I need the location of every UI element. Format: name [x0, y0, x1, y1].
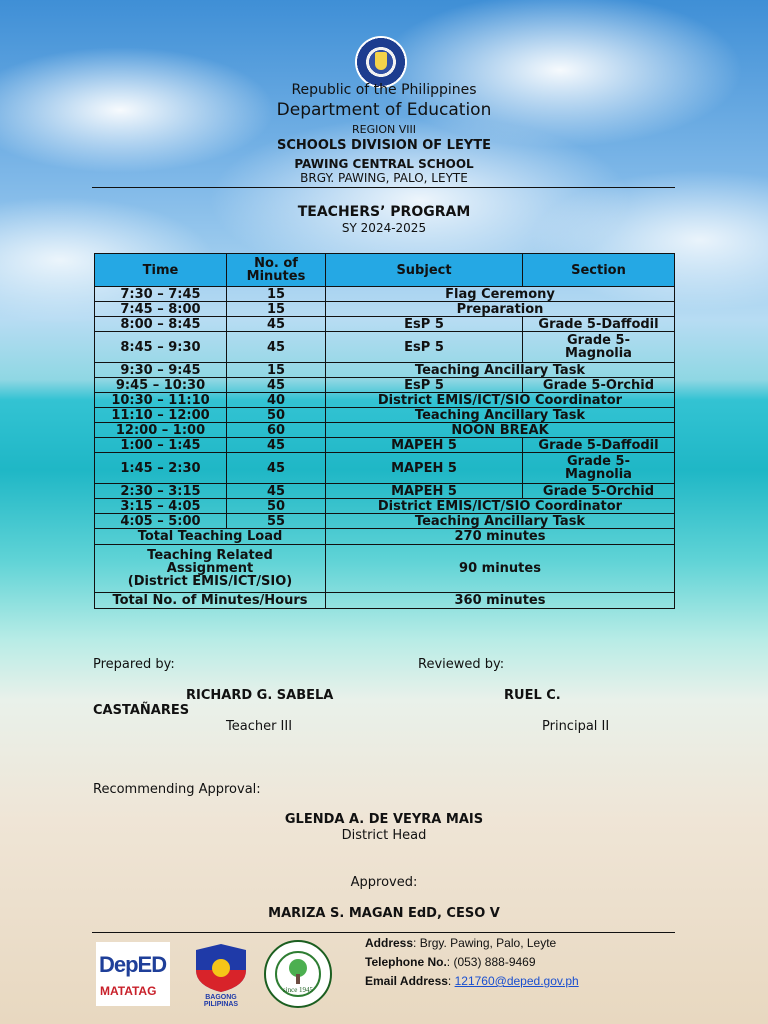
cell-subject: Flag Ceremony — [326, 287, 675, 302]
cell-subject: MAPEH 5 — [326, 438, 523, 453]
table-header-row — [95, 254, 675, 287]
table-row — [95, 484, 675, 499]
cell-subject: Teaching Ancillary Task — [326, 514, 675, 529]
cell-time: 8:45 – 9:30 — [95, 332, 227, 363]
cell-time: 12:00 – 1:00 — [95, 423, 227, 438]
table-row — [95, 317, 675, 332]
footer-telephone: Telephone No.: (053) 888-9469 — [365, 955, 536, 969]
reviewed-by-title: Principal II — [542, 719, 610, 734]
recommending-approval-label: Recommending Approval: — [93, 782, 261, 797]
header-section: Section — [523, 254, 675, 287]
total-teaching-load-row — [95, 529, 675, 545]
cell-subject: EsP 5 — [326, 378, 523, 393]
cell-section: Grade 5-Orchid — [523, 378, 675, 393]
recommending-name: GLENDA A. DE VEYRA MAIS — [284, 812, 484, 827]
cell-minutes: 15 — [227, 363, 326, 378]
cell-minutes: 50 — [227, 499, 326, 514]
table-row — [95, 514, 675, 529]
cell-time: 8:00 – 8:45 — [95, 317, 227, 332]
cell-time: 11:10 – 12:00 — [95, 408, 227, 423]
reviewed-by-name: RUEL C. — [504, 688, 561, 703]
prepared-by-label: Prepared by: — [93, 657, 175, 672]
table-row — [95, 287, 675, 302]
pawing-central-school-seal: since 1945 — [264, 940, 332, 1008]
total-teaching-load-value: 270 minutes — [326, 529, 675, 545]
total-minutes-row — [95, 593, 675, 609]
table-row — [95, 393, 675, 408]
total-minutes-value: 360 minutes — [326, 593, 675, 609]
cell-section: Grade 5-Magnolia — [523, 453, 675, 484]
cell-time: 7:30 – 7:45 — [95, 287, 227, 302]
cell-minutes: 45 — [227, 332, 326, 363]
school-address-line: BRGY. PAWING, PALO, LEYTE — [300, 171, 468, 185]
cell-subject: MAPEH 5 — [326, 453, 523, 484]
teachers-program-table — [94, 253, 675, 609]
cell-subject: EsP 5 — [326, 317, 523, 332]
header-minutes: No. of Minutes — [227, 254, 326, 287]
cell-minutes: 55 — [227, 514, 326, 529]
table-row — [95, 302, 675, 317]
table-row — [95, 453, 675, 484]
cell-minutes: 45 — [227, 453, 326, 484]
cell-subject: Preparation — [326, 302, 675, 317]
cell-section: Grade 5-Daffodil — [523, 438, 675, 453]
cell-minutes: 15 — [227, 287, 326, 302]
table-row — [95, 408, 675, 423]
prepared-by-name: RICHARD G. SABELA — [186, 688, 334, 703]
school-seal-icon — [266, 942, 330, 1006]
cell-minutes: 45 — [227, 484, 326, 499]
cell-time: 10:30 – 11:10 — [95, 393, 227, 408]
cell-minutes: 40 — [227, 393, 326, 408]
cell-minutes: 45 — [227, 317, 326, 332]
cell-subject: MAPEH 5 — [326, 484, 523, 499]
cell-time: 3:15 – 4:05 — [95, 499, 227, 514]
approved-label: Approved: — [350, 875, 418, 890]
cell-time: 9:45 – 10:30 — [95, 378, 227, 393]
header-subject: Subject — [326, 254, 523, 287]
cell-subject: District EMIS/ICT/SIO Coordinator — [326, 393, 675, 408]
footer-rule — [92, 932, 675, 933]
header-rule — [92, 187, 675, 188]
cell-minutes: 15 — [227, 302, 326, 317]
cell-minutes: 45 — [227, 378, 326, 393]
table-row — [95, 332, 675, 363]
approved-name: MARIZA S. MAGAN EdD, CESO V — [268, 906, 500, 921]
footer-email: Email Address: 121760@deped.gov.ph — [365, 974, 579, 988]
total-teaching-load-label: Total Teaching Load — [95, 529, 326, 545]
program-title: TEACHERS’ PROGRAM — [297, 204, 471, 220]
cell-time: 4:05 – 5:00 — [95, 514, 227, 529]
school-line: PAWING CENTRAL SCHOOL — [294, 157, 474, 171]
cell-subject: NOON BREAK — [326, 423, 675, 438]
cell-section: Grade 5-Daffodil — [523, 317, 675, 332]
cell-subject: EsP 5 — [326, 332, 523, 363]
cell-time: 7:45 – 8:00 — [95, 302, 227, 317]
reviewed-by-name-continued: CASTAÑARES — [93, 703, 190, 718]
cell-minutes: 50 — [227, 408, 326, 423]
deped-seal-icon — [355, 36, 407, 88]
reviewed-by-label: Reviewed by: — [418, 657, 505, 672]
footer-address: Address: Brgy. Pawing, Palo, Leyte — [365, 936, 557, 950]
cell-section: Grade 5-Orchid — [523, 484, 675, 499]
email-link[interactable]: 121760@deped.gov.ph — [454, 974, 579, 988]
table-row — [95, 499, 675, 514]
division-line: SCHOOLS DIVISION OF LEYTE — [276, 138, 492, 153]
table-row — [95, 423, 675, 438]
republic-line: Republic of the Philippines — [291, 82, 477, 98]
cell-subject: District EMIS/ICT/SIO Coordinator — [326, 499, 675, 514]
bagong-pilipinas-emblem-icon — [188, 942, 254, 994]
region-line: REGION VIII — [351, 123, 416, 136]
teaching-related-row — [95, 545, 675, 593]
prepared-by-title: Teacher III — [226, 719, 293, 734]
cell-time: 9:30 – 9:45 — [95, 363, 227, 378]
cell-subject: Teaching Ancillary Task — [326, 408, 675, 423]
header-time: Time — [95, 254, 227, 287]
teaching-related-label: Teaching Related Assignment (District EMIS/ICT/SIO) — [95, 545, 326, 593]
total-minutes-label: Total No. of Minutes/Hours — [95, 593, 326, 609]
cell-time: 1:00 – 1:45 — [95, 438, 227, 453]
table-row — [95, 378, 675, 393]
table-row — [95, 438, 675, 453]
cell-minutes: 60 — [227, 423, 326, 438]
cell-time: 1:45 – 2:30 — [95, 453, 227, 484]
table-row — [95, 363, 675, 378]
cell-time: 2:30 – 3:15 — [95, 484, 227, 499]
recommending-title: District Head — [341, 828, 427, 843]
department-line: Department of Education — [276, 100, 492, 120]
school-year: SY 2024-2025 — [341, 221, 427, 235]
bagong-pilipinas-logo: BAGONG PILIPINAS — [188, 942, 254, 1006]
cell-section: Grade 5-Magnolia — [523, 332, 675, 363]
teaching-related-value: 90 minutes — [326, 545, 675, 593]
cell-minutes: 45 — [227, 438, 326, 453]
cell-subject: Teaching Ancillary Task — [326, 363, 675, 378]
deped-matatag-logo: DepED MATATAG — [96, 942, 170, 1006]
